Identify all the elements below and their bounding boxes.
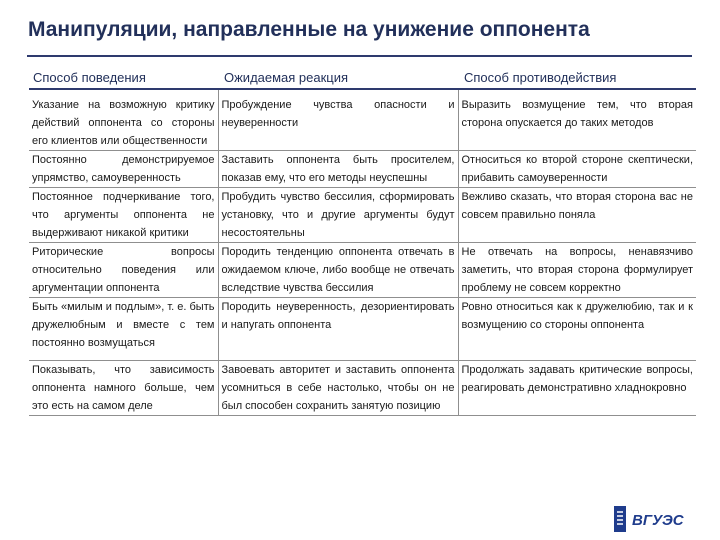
- behavior-cell: Постоянное подчеркивание того, что аргументы оппонента не выдерживают никакой критики: [29, 188, 218, 243]
- title-underline: [27, 55, 692, 57]
- reaction-cell: Породить тенденцию оппонента отвечать в ожидаемом ключе, либо вообще не отвечать вследствие чувства бессилия: [218, 243, 458, 298]
- column-header-reaction: Ожидаемая реакция: [218, 66, 458, 89]
- counteraction-cell: Вежливо сказать, что вторая сторона вас не совсем правильно поняла: [458, 188, 696, 243]
- column-header-counteraction: Способ противодействия: [458, 66, 696, 89]
- behavior-cell: Быть «милым и подлым», т. е. быть дружелюбным и вместе с тем постоянно возмущаться: [29, 298, 218, 361]
- behavior-cell: Риторические вопросы относительно поведения или аргументации оппонента: [29, 243, 218, 298]
- column-header-behavior: Способ поведения: [29, 66, 218, 89]
- page-title: Манипуляции, направленные на унижение оппонента: [28, 18, 590, 41]
- manipulation-table: [29, 66, 696, 416]
- behavior-cell: Постоянно демонстрируемое упрямство, самоуверенность: [29, 151, 218, 188]
- table-row: [29, 243, 696, 298]
- counteraction-cell: Относиться ко второй стороне скептически, прибавить самоуверенности: [458, 151, 696, 188]
- reaction-cell: Пробуждение чувства опасности и неуверенности: [218, 89, 458, 151]
- university-logo: [612, 504, 694, 534]
- table-row: [29, 361, 696, 416]
- reaction-cell: Породить неуверенность, дезориентировать и напугать оппонента: [218, 298, 458, 361]
- table-row: [29, 89, 696, 151]
- behavior-cell: Указание на возможную критику действий оппонента со стороны его клиентов или общественности: [29, 89, 218, 151]
- reaction-cell: Завоевать авторитет и заставить оппонента усомниться в себе настолько, чтобы он не был способен сохранить занятую позицию: [218, 361, 458, 416]
- counteraction-cell: Продолжать задавать критические вопросы, реагировать демонстративно хладнокровно: [458, 361, 696, 416]
- table-header-row: [29, 66, 696, 89]
- counteraction-cell: Не отвечать на вопросы, ненавязчиво заметить, что вторая сторона формулирует проблему не совсем корректно: [458, 243, 696, 298]
- table-row: [29, 151, 696, 188]
- logo-text: ВГУЭС: [632, 512, 684, 529]
- table-row: [29, 298, 696, 361]
- table-row: [29, 188, 696, 243]
- counteraction-cell: Выразить возмущение тем, что вторая сторона опускается до таких методов: [458, 89, 696, 151]
- logo-emblem-icon: [612, 504, 694, 534]
- behavior-cell: Показывать, что зависимость оппонента намного больше, чем это есть на самом деле: [29, 361, 218, 416]
- counteraction-cell: Ровно относиться как к дружелюбию, так и к возмущению со стороны оппонента: [458, 298, 696, 361]
- reaction-cell: Пробудить чувство бессилия, сформировать установку, что и другие аргументы будут несостоятельны: [218, 188, 458, 243]
- reaction-cell: Заставить оппонента быть просителем, показав ему, что его методы неуспешны: [218, 151, 458, 188]
